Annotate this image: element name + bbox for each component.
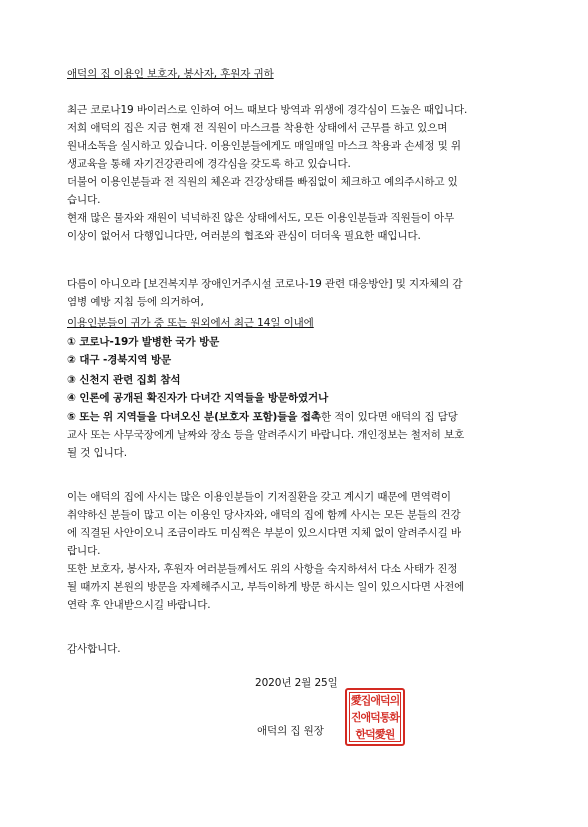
- criteria-item-bold: ⑤ 또는 위 지역들을 다녀오신 분(보호자 포함)들을 접촉: [67, 411, 321, 423]
- body-line: 최근 코로나19 바이러스로 인하여 어느 때보다 방역과 위생에 경각심이 드높은 때입니다.: [67, 104, 468, 116]
- criteria-item: ② 대구 -경북지역 방문: [67, 354, 172, 366]
- body-line: 또한 보호자, 봉사자, 후원자 여러분들께서도 위의 사항을 숙지하셔서 다소 사태가 진정: [67, 563, 458, 575]
- criteria-item: ④ 인론에 공개된 확진자가 다녀간 지역들을 방문하였거나: [67, 392, 329, 404]
- body-line: 염병 예방 지침 등에 의거하여,: [67, 296, 204, 308]
- body-line: 더불어 이용인분들과 전 직원의 체온과 건강상태를 빠짐없이 체크하고 예의주시하고 있: [67, 176, 458, 188]
- letter-date: 2020년 2월 25일: [255, 677, 338, 689]
- body-line: 에 직결된 사안이오니 조금이라도 미심쩍은 부분이 있으시다면 지체 없이 알려주시길 바: [67, 527, 461, 539]
- body-line: 교사 또는 사무국장에게 날짜와 장소 등을 알려주시기 바랍니다. 개인정보는 철저히 보호: [67, 429, 465, 441]
- body-line: 이는 애덕의 집에 사시는 많은 이용인분들이 기저질환을 갖고 계시기 때문에 면역력이: [67, 491, 451, 503]
- body-line: 될 것 입니다.: [67, 447, 127, 459]
- body-line: 생교육을 통해 자기건강관리에 경각심을 갖도록 하고 있습니다.: [67, 158, 351, 170]
- body-line: 저희 애덕의 집은 지금 현재 전 직원이 마스크를 착용한 상태에서 근무를 하고 있으며: [67, 122, 448, 134]
- criteria-item: ③ 신천지 관련 집회 참석: [67, 374, 181, 386]
- criteria-intro: 이용인분들이 귀가 중 또는 원외에서 최근 14일 이내에: [67, 317, 314, 329]
- body-line: 습니다.: [67, 194, 101, 206]
- closing-thanks: 감사합니다.: [67, 643, 121, 655]
- body-line: 될 때까지 본원의 방문을 자제해주시고, 부득이하게 방문 하시는 일이 있으시다면 사전에: [67, 581, 465, 593]
- official-seal-stamp: [345, 688, 405, 746]
- body-line: 연락 후 안내받으시길 바랍니다.: [67, 599, 211, 611]
- seal-text-row: 愛집애덕의: [350, 694, 400, 707]
- body-line: 랍니다.: [67, 545, 101, 557]
- seal-text-row: 한덕愛원: [355, 728, 395, 741]
- body-line: 현재 많은 물자와 재원이 넉넉하진 않은 상태에서도, 모든 이용인분들과 직원들이 아무: [67, 212, 455, 224]
- addressee-line: 애덕의 집 이용인 보호자, 봉사자, 후원자 귀하: [67, 68, 274, 80]
- criteria-item: [67, 410, 458, 424]
- body-line: 이상이 없어서 다행입니다만, 여러분의 협조와 관심이 더더욱 필요한 때입니다.: [67, 230, 421, 242]
- body-line: 다름이 아니오라 [보건복지부 장애인거주시설 코로나-19 관련 대응방안] 및 지자체의 감: [67, 278, 463, 290]
- criteria-item: ① 코로나-19가 발병한 국가 방문: [67, 336, 220, 348]
- sender-title: 애덕의 집 원장: [257, 725, 324, 737]
- seal-text-row: 진애덕통화: [350, 711, 400, 724]
- body-line: 원내소독을 실시하고 있습니다. 이용인분들에게도 매일매일 마스크 착용과 손세정 및 위: [67, 140, 461, 152]
- criteria-item-rest: 한 적이 있다면 애덕의 집 담당: [320, 411, 458, 423]
- body-line: 취약하신 분들이 많고 이는 이용인 당사자와, 애덕의 집에 함께 사시는 모든 분들의 건강: [67, 509, 461, 521]
